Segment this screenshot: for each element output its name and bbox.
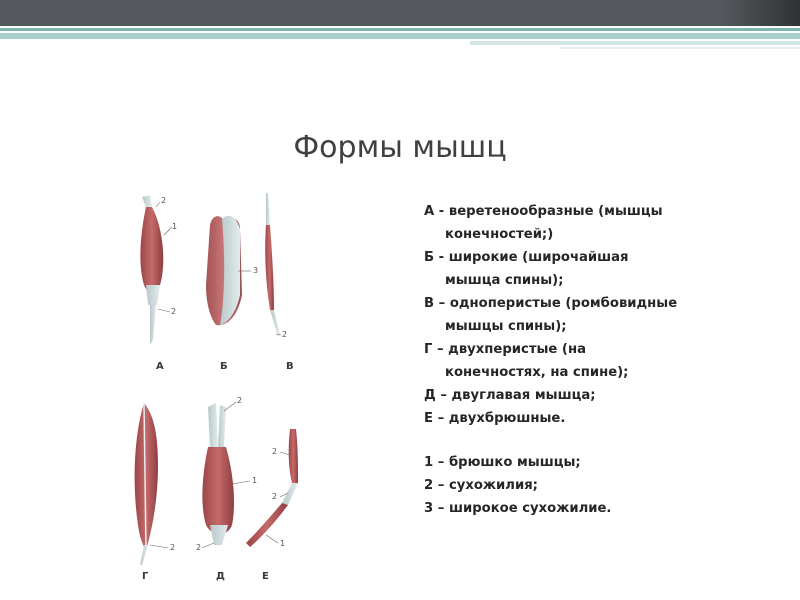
legend-item-3: 3 – широкое сухожилие. xyxy=(424,501,612,516)
muscle-forms-illustration xyxy=(120,185,320,585)
form-item-e: Е – двухбрюшные. xyxy=(424,411,566,426)
callout-b-3: 3 xyxy=(253,266,259,275)
header-bar xyxy=(0,0,800,26)
label-g: Г xyxy=(142,571,149,582)
label-a: А xyxy=(156,361,164,372)
muscle-drawings xyxy=(120,185,320,585)
label-d: Д xyxy=(216,571,225,582)
accent-stripe-thin xyxy=(560,47,800,49)
slide-title: Формы мышц xyxy=(293,130,507,165)
accent-stripe xyxy=(0,28,800,31)
muscle-b-broad xyxy=(206,216,251,325)
muscle-v-unipennate xyxy=(265,193,281,337)
callout-e-1: 1 xyxy=(280,539,286,548)
muscle-forms-list xyxy=(424,200,794,520)
header-bar-fade xyxy=(720,0,800,26)
muscle-a-fusiform xyxy=(140,195,172,345)
callout-a-2-top: 2 xyxy=(161,196,167,205)
legend-item-2: 2 – сухожилия; xyxy=(424,478,538,493)
form-item-b: Б - широкие (широчайшая мышца спины); xyxy=(424,250,629,288)
legend-item-1: 1 – брюшко мышцы; xyxy=(424,455,581,470)
form-item-g: Г – двухперистые (на конечностях, на спине); xyxy=(424,342,629,380)
form-item-d: Д – двуглавая мышца; xyxy=(424,388,596,403)
callout-e-2-mid: 2 xyxy=(272,492,278,501)
form-item-v: В – одноперистые (ромбовидные мышцы спины); xyxy=(424,296,678,334)
label-e: Е xyxy=(262,571,269,582)
callout-e-2-top: 2 xyxy=(272,447,278,456)
label-b: Б xyxy=(220,361,228,372)
callout-v-2: 2 xyxy=(282,330,288,339)
label-v: В xyxy=(286,361,294,372)
muscle-d-biceps xyxy=(202,402,250,548)
form-item-a: А - веретенообразные (мышцы конечностей;) xyxy=(424,204,663,242)
callout-d-1: 1 xyxy=(252,476,258,485)
accent-stripe-light xyxy=(0,33,800,39)
accent-stripe-short xyxy=(470,41,800,45)
list-spacer xyxy=(424,430,794,451)
callout-a-1: 1 xyxy=(172,222,178,231)
callout-a-2-bottom: 2 xyxy=(171,307,177,316)
muscle-g-bipennate xyxy=(135,403,168,565)
callout-d-2-top: 2 xyxy=(237,396,243,405)
callout-g-2: 2 xyxy=(170,543,176,552)
callout-d-2-bottom: 2 xyxy=(196,543,202,552)
